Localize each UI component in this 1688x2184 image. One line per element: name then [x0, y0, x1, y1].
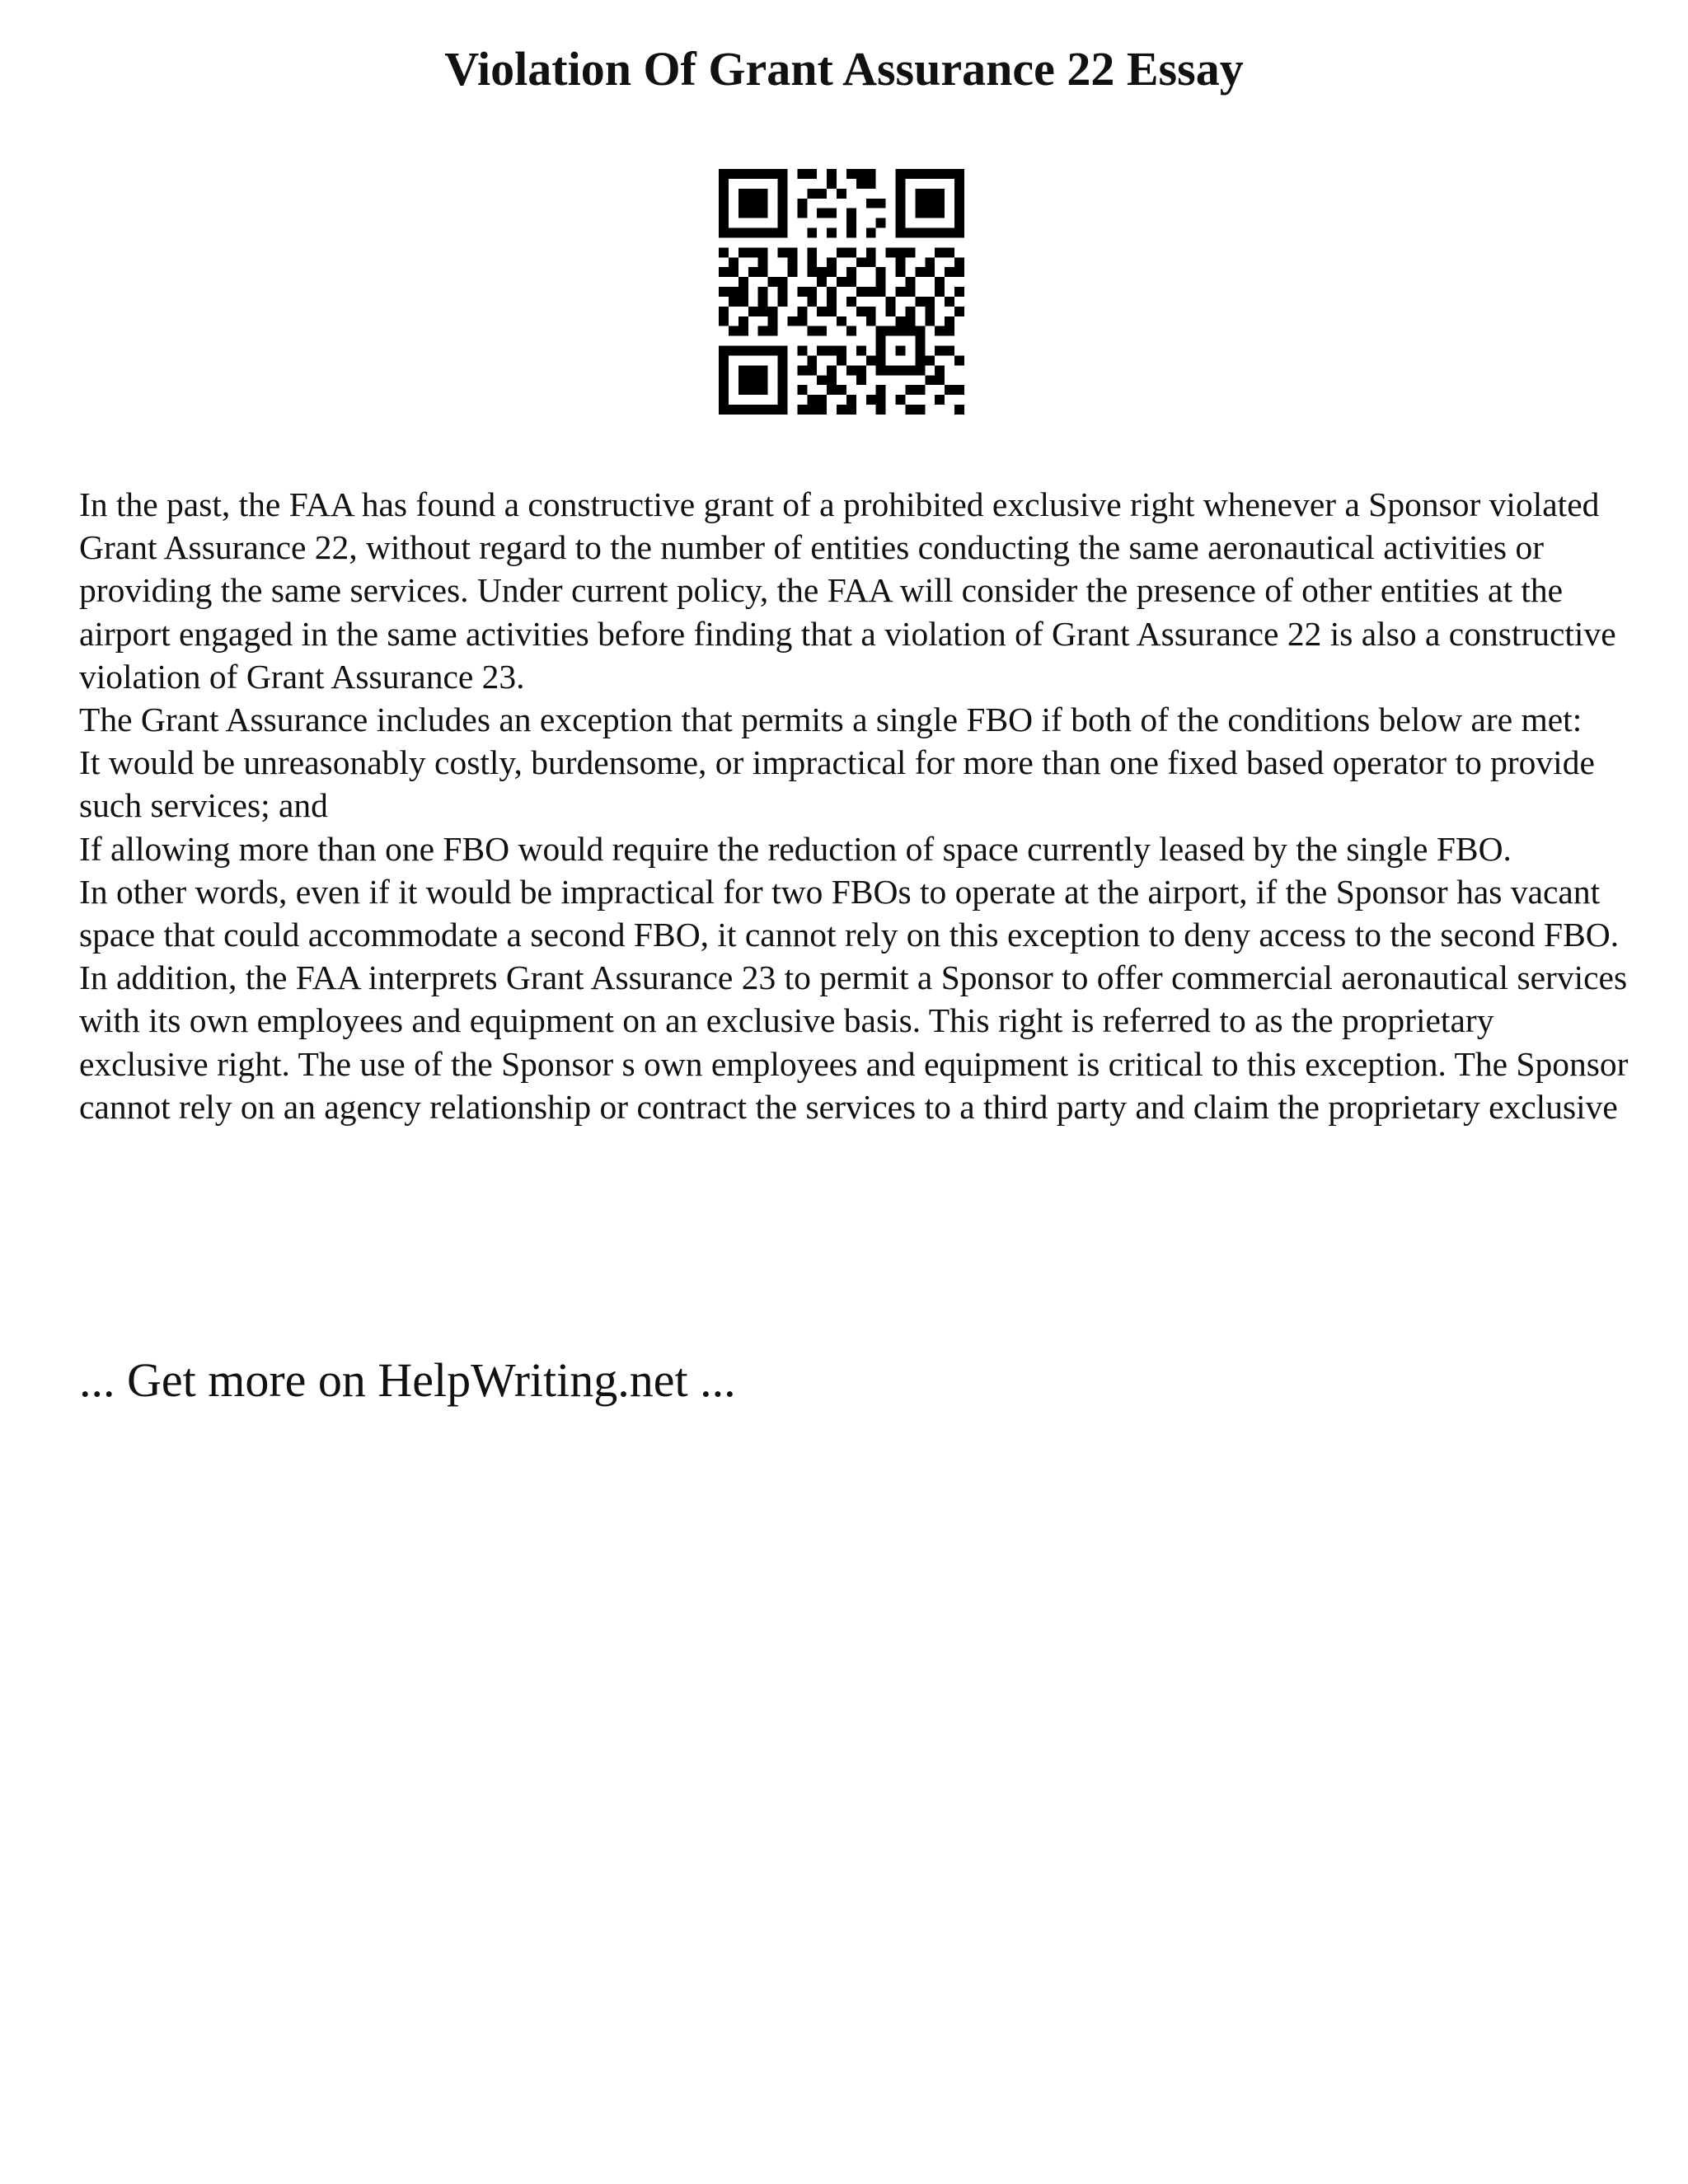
paragraph: It would be unreasonably costly, burdensome, or impractical for more than one fixed based operator to provide such services; and — [79, 743, 1595, 825]
paragraph: If allowing more than one FBO would require the reduction of space currently leased by the single FBO. — [79, 829, 1512, 868]
essay-body — [79, 483, 1629, 1128]
paragraph: The Grant Assurance includes an exception that permits a single FBO if both of the conditions below are met: — [79, 701, 1582, 739]
get-more-link[interactable]: ... Get more on HelpWriting.net ... — [79, 1353, 736, 1407]
paragraph: In addition, the FAA interprets Grant Assurance 23 to permit a Sponsor to offer commercial aeronautical services with its own employees and equipment on an exclusive basis. This right is referred to as the proprietary exclusive right. The use of the Sponsor s own employees and equipment is critical to this exception. The Sponsor cannot rely on an agency relationship or contract the services to a third party and claim the proprietary exclusive — [79, 958, 1629, 1126]
qr-code-icon — [719, 169, 964, 415]
document-title: Violation Of Grant Assurance 22 Essay — [444, 42, 1244, 96]
paragraph: In other words, even if it would be impractical for two FBOs to operate at the airport, if the Sponsor has vacant space that could accommodate a second FBO, it cannot rely on this exception to deny access to the second FBO. — [79, 872, 1620, 954]
paragraph: In the past, the FAA has found a constructive grant of a prohibited exclusive right whenever a Sponsor violated Grant Assurance 22, without regard to the number of entities conducting the same aeronautical activities or providing the same services. Under current policy, the FAA will consider the presence of other entities at the airport engaged in the same activities before finding that a violation of Grant Assurance 22 is also a constructive violation of Grant Assurance 23. — [79, 485, 1616, 696]
